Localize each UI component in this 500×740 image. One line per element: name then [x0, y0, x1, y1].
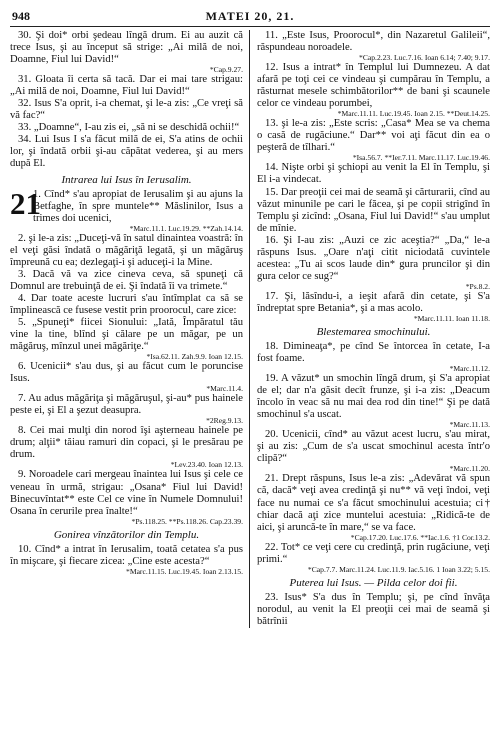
cross-reference: *Cap.2.23. Luc.7.16. Ioan 6.14; 7.40; 9.17.	[359, 53, 490, 63]
left-column-verses	[10, 30, 243, 187]
cross-reference: *Marc.11.1. Luc.19.29. **Zah.14.14.	[129, 223, 243, 233]
verse: 16. Şi I-au zis: „Auzi ce zic aceştia?“ „Da,“ le-a răspuns Isus. „Oare n'aţi citit niciodată cuvintele acestea: „Tu ai scos laude din* gura pruncilor şi din gura celor ce sug?“	[257, 234, 490, 282]
chapter-first-verse: 1. Cînd* s'au apropiat de Ierusalim şi au ajuns la Betfaghe, în spre muntele** Măslinilor, Isus a trimes doi ucenici,	[33, 188, 243, 224]
left-column-verses-continued	[10, 224, 243, 576]
verse: 5. „Spuneţi* fiicei Sionului: „Iată, Împăratul tău vine la tine, blînd şi călare pe un măgar, pe un măgăruş, mînzul unei măgăriţe.“	[10, 316, 243, 353]
cross-reference: *Marc.11.11. Luc.19.45. Ioan 2.15. **Deut.14.25.	[337, 109, 490, 119]
cross-reference: *Marc.11.13.	[449, 420, 490, 430]
cross-reference: *Ps.118.25. **Ps.118.26. Cap.23.39.	[131, 516, 243, 526]
verse: 13. şi le-a zis: „Este scris: „Casa* Mea se va chema o casă de rugăciune.“ Dar** voi aţi făcut din ea o peşteră de tîlhari.“	[257, 118, 490, 154]
chapter-start	[10, 185, 243, 225]
page-number: 948	[12, 9, 30, 23]
cross-reference: *Marc.11.20.	[449, 464, 490, 474]
cross-reference: *Lev.23.40. Ioan 12.13.	[170, 460, 243, 470]
verse: 17. Şi, lăsîndu-i, a ieşit afară din cetate, şi S'a îndreptat spre Betania*, şi a mas acolo.	[257, 290, 490, 314]
cross-reference: *Cap.7.7. Marc.11.24. Luc.11.9. Iac.5.16. 1 Ioan 3.22; 5.15.	[307, 564, 490, 574]
verse: 2. şi le-a zis: „Duceţi-vă în satul dinaintea voastră: în el veţi găsi îndată o măgăriţă legată, şi un măgăruş împreună cu ea; dezlegaţi-i şi aduceţi-i la Mine.	[10, 232, 243, 268]
verse: 7. Au adus măgăriţa şi măgăruşul, şi-au* pus hainele peste ei, şi El a şezut deasupra.	[10, 393, 243, 417]
verse: 9. Noroadele cari mergeau înaintea lui Isus şi cele ce veneau în urmă, strigau: „Osana* Fiul lui David! Binecuvîntat** este Cel ce vine în Numele Domnului! Osana în cerurile prea înalte!“	[10, 469, 243, 517]
verse: 6. Ucenicii* s'au dus, şi au făcut cum le poruncise Isus.	[10, 361, 243, 385]
verse: 11. „Este Isus, Proorocul*, din Nazaretul Galileii“, răspundeau noroadele.	[257, 30, 490, 54]
cross-reference: *Cap.9.27.	[209, 65, 243, 75]
cross-reference: *Isa.62.11. Zah.9.9. Ioan 12.15.	[146, 352, 243, 362]
section-heading: Blestemarea smochinului.	[316, 325, 431, 338]
cross-reference: *2Reg.9.13.	[206, 416, 243, 426]
cross-reference: *Isa.56.7. **Ier.7.11. Marc.11.17. Luc.19.46.	[352, 153, 490, 163]
verse: 32. Isus S'a oprit, i-a chemat, şi le-a zis: „Ce vreţi să vă fac?“	[10, 98, 243, 122]
verse: 19. A văzut* un smochin lîngă drum, şi S'a apropiat de el; dar n'a găsit decît frunze, şi i-a zis: „Deacum încolo în veac să nu mai dea rod din tine!“ Şi pe dată smochinul s'a uscat.	[257, 373, 490, 421]
cross-reference: *Marc.11.15. Luc.19.45. Ioan 2.13.15.	[126, 566, 243, 576]
verse: 21. Drept răspuns, Isus le-a zis: „Adevărat vă spun că, dacă* veţi avea credinţă şi nu** vă veţi îndoi, veţi face nu numai ce s'a făcut smochinului acestuia; ci† chiar dacă aţi zice muntelui acestuia: „Ridică-te de aici, şi aruncă-te în mare,“ se va face.	[257, 473, 490, 533]
cross-reference: *Cap.17.20. Luc.17.6. **Iac.1.6. †1 Cor.13.2.	[350, 532, 490, 542]
verse: 31. Gloata îi certa să tacă. Dar ei mai tare strigau: „Ai milă de noi, Doamne, Fiul lui David!“	[10, 74, 243, 98]
cross-reference: *Marc.11.12.	[449, 364, 490, 374]
verse: 12. Isus a intrat* în Templul lui Dumnezeu. A dat afară pe toţi cei ce vindeau şi cumpărau în Templu, a răsturnat mesele schimbătorilor** de bani şi scaunele celor ce vindeau porumbei,	[257, 62, 490, 110]
cross-reference: *Marc.11.4.	[206, 384, 243, 394]
verse: 34. Lui Isus I s'a făcut milă de ei, S'a atins de ochii lor, şi îndată orbii şi-au căpătat vederea, şi au mers după El.	[10, 134, 243, 170]
section-heading: Puterea lui Isus. — Pilda celor doi fii.	[289, 576, 458, 589]
cross-reference: *Ps.8.2.	[465, 281, 490, 291]
verse: 33. „Doamne“, I-au zis ei, „să ni se deschidă ochii!“	[18, 122, 240, 134]
verse: 3. Dacă vă va zice cineva ceva, să spuneţi că Domnul are trebuinţă de ei. Şi îndată îi va trimete.“	[10, 268, 243, 292]
running-title: MATEI 20, 21.	[205, 9, 295, 23]
verse: 22. Tot* ce veţi cere cu credinţă, prin rugăciune, veţi primi.“	[257, 541, 490, 565]
verse: 30. Şi doi* orbi şedeau lîngă drum. Ei au auzit că trece Isus, şi au început să strige: „Ai milă de noi, Doamne, Fiul lui David!“	[10, 30, 243, 66]
verse: 10. Cînd* a intrat în Ierusalim, toată cetatea s'a pus în mişcare, şi fiecare zicea: „Cine este acesta?“	[10, 543, 243, 567]
verse: 23. Isus* S'a dus în Templu; şi, pe cînd învăţa norodul, au venit la El preoţii cei mai de seamă şi bătrînii	[257, 591, 490, 627]
verse: 20. Ucenicii, cînd* au văzut acest lucru, s'au mirat, şi au zis: „Cum de s'a uscat smochinul acesta într'o clipă?“	[257, 429, 490, 465]
right-column-verses	[257, 30, 490, 628]
verse: 15. Dar preoţii cei mai de seamă şi cărturarii, cînd au văzut minunile pe cari le făcea, şi pe copii strigînd în Templu şi zicînd: „Osana, Fiul lui David!“ s'au umplut de mînie.	[257, 186, 490, 234]
verse: 4. Dar toate aceste lucruri s'au întîmplat ca să se împlinească ce fusese vestit prin proorocul, care zice:	[10, 292, 243, 316]
section-heading: Intrarea lui Isus în Ierusalim.	[61, 173, 192, 186]
page-header	[10, 8, 490, 27]
chapter-number: 21	[10, 185, 41, 221]
verse: 14. Nişte orbi şi şchiopi au venit la El în Templu, şi El i-a vindecat.	[257, 162, 490, 186]
verse: 8. Cei mai mulţi din norod îşi aşterneau hainele pe drum; alţii* tăiau ramuri din copaci, şi le presărau pe drum.	[10, 425, 243, 461]
right-column	[250, 30, 490, 628]
verse: 18. Dimineaţa*, pe cînd Se întorcea în cetate, I-a fost foame.	[257, 340, 490, 365]
text-columns	[10, 30, 490, 628]
left-column	[10, 30, 250, 628]
section-heading: Gonirea vînzătorilor din Templu.	[53, 528, 200, 541]
cross-reference: *Marc.11.11. Ioan 11.18.	[413, 313, 490, 323]
